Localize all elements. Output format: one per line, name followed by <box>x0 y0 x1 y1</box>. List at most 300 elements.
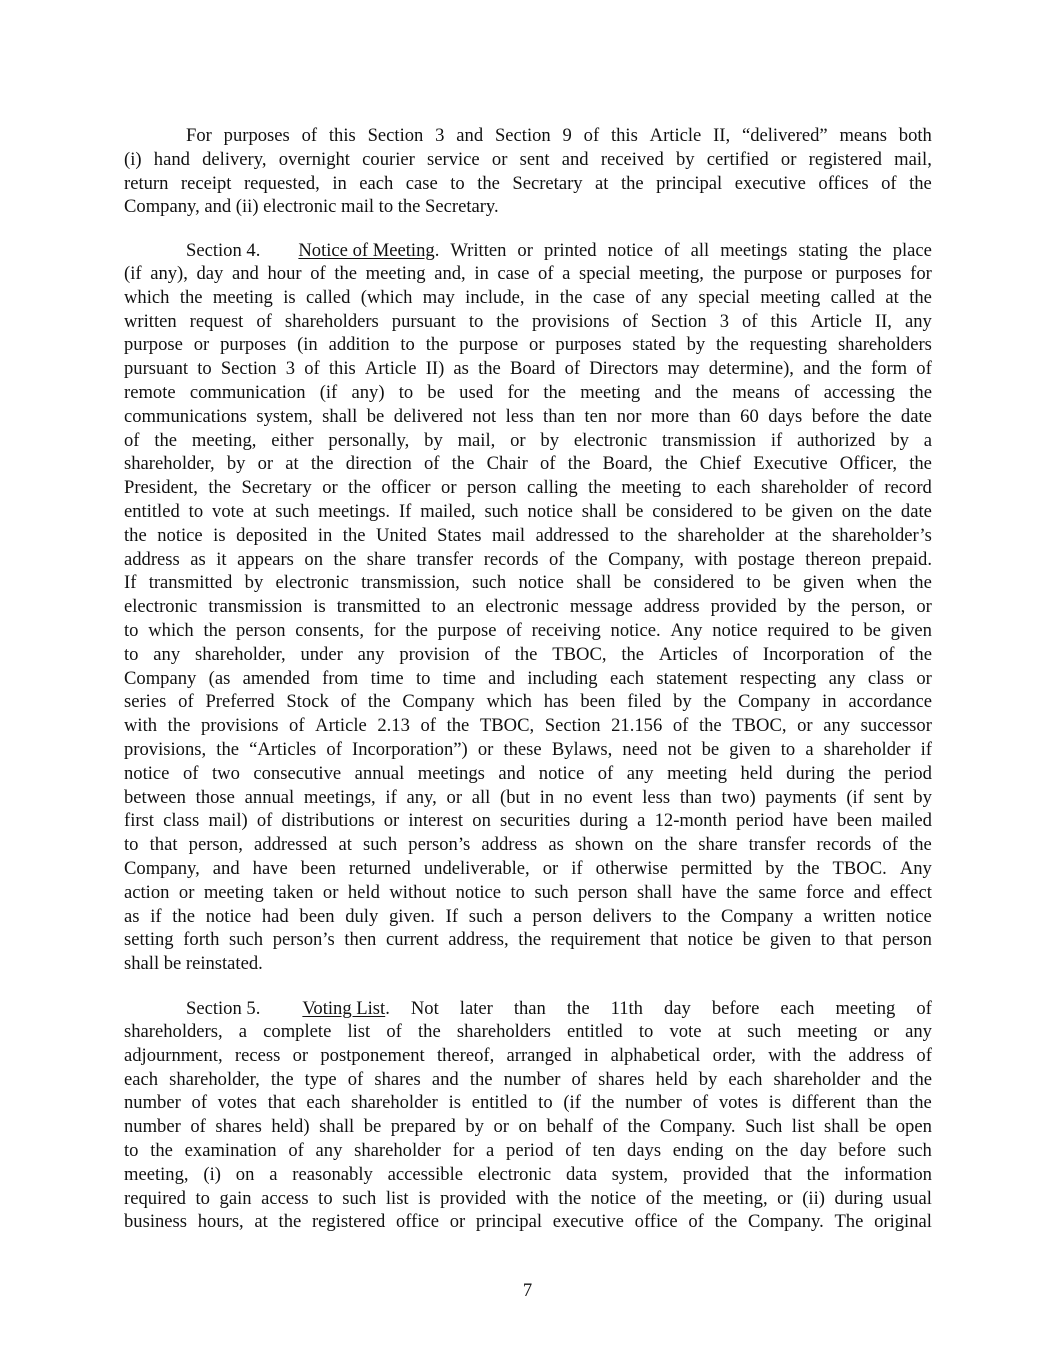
word: purpose <box>459 334 519 356</box>
word: such <box>472 572 507 594</box>
word: share <box>698 834 738 856</box>
word: of <box>540 453 556 475</box>
word: of <box>386 1021 402 1042</box>
word: the <box>348 477 371 499</box>
word: mail <box>492 524 526 546</box>
word: and <box>803 358 830 380</box>
text-line <box>124 833 932 857</box>
word: given <box>729 738 771 760</box>
word: deposited <box>236 524 308 546</box>
word: consecutive <box>253 762 342 784</box>
word: the <box>909 453 932 475</box>
word: any <box>905 1021 932 1042</box>
word: given <box>890 619 932 641</box>
word: shareholder <box>677 524 765 546</box>
word: with <box>768 1044 802 1066</box>
word: principal <box>475 1211 542 1233</box>
word: provisions <box>531 310 610 332</box>
word: than <box>543 405 576 427</box>
word: number <box>124 1092 181 1114</box>
word: the <box>798 524 822 546</box>
word: any, <box>406 786 437 808</box>
word: the <box>417 1021 441 1042</box>
word: a <box>805 738 814 760</box>
word: is <box>768 1092 782 1114</box>
word: than <box>679 786 712 808</box>
word: on <box>235 1163 255 1185</box>
word: delivered <box>393 405 463 427</box>
word: if <box>920 738 932 760</box>
word: this <box>328 125 356 146</box>
word: days <box>768 405 803 427</box>
word: be <box>427 381 445 403</box>
word: 2.13 <box>377 715 410 737</box>
word: the <box>518 929 542 951</box>
word: of <box>301 125 318 146</box>
text-line <box>124 357 932 381</box>
word: meeting, <box>191 429 257 451</box>
word: time <box>442 667 476 689</box>
word: of <box>916 1044 932 1066</box>
word: thereon <box>805 548 862 570</box>
word: the <box>869 500 893 522</box>
word: accordance <box>848 691 932 713</box>
word: of <box>858 477 874 499</box>
word: the <box>446 715 470 737</box>
word: used <box>459 381 494 403</box>
word: purpose <box>124 334 183 356</box>
word: from <box>322 667 359 689</box>
section-4-first-line-text <box>260 240 932 262</box>
word: the <box>591 1092 615 1114</box>
word: Section <box>494 125 551 146</box>
word: special <box>579 263 631 284</box>
word: at <box>717 1021 732 1042</box>
word: the <box>469 1068 493 1090</box>
word: to <box>619 524 634 546</box>
word: registered <box>311 1211 386 1233</box>
word: Preferred <box>205 691 275 713</box>
word: distributions <box>281 810 375 832</box>
text-line <box>124 524 932 548</box>
word: to <box>188 500 204 522</box>
word: day <box>663 998 691 1019</box>
word: purposes <box>220 334 287 356</box>
word: 21.156 <box>611 715 663 737</box>
text-line <box>124 452 932 476</box>
word: Company <box>402 691 475 713</box>
word: of <box>190 1116 206 1138</box>
word: the <box>310 453 334 475</box>
word: days <box>626 1139 662 1161</box>
word: at <box>885 286 899 308</box>
word: such <box>897 1139 932 1161</box>
word: II, <box>874 310 892 332</box>
word: include, <box>465 286 525 308</box>
text-line <box>124 643 932 667</box>
word: and <box>853 881 881 903</box>
word: offices <box>818 172 869 194</box>
word: votes <box>718 1092 759 1114</box>
word: principal <box>656 172 723 194</box>
word: be <box>363 1116 382 1138</box>
word: transmission <box>208 596 303 618</box>
text-line <box>124 881 932 905</box>
word: required <box>767 619 830 641</box>
word: notice <box>886 905 932 927</box>
word: Article <box>364 358 417 380</box>
word: otherwise <box>595 857 668 879</box>
word: entitled <box>124 500 180 522</box>
word: of <box>548 548 565 570</box>
word: held) <box>271 1116 310 1138</box>
text-line <box>124 1044 932 1068</box>
word: to <box>124 643 139 665</box>
word: open <box>895 1116 932 1138</box>
word: Company <box>738 691 811 713</box>
word: has <box>543 691 569 713</box>
word: Bylaws, <box>551 738 613 760</box>
word: prepared <box>390 1116 456 1138</box>
word: two) <box>721 786 756 808</box>
word: by <box>424 429 443 451</box>
word: and <box>654 381 682 403</box>
word: the <box>695 381 719 403</box>
word: this <box>610 125 638 146</box>
word: to <box>378 196 394 218</box>
word: the <box>909 1068 932 1090</box>
word: usual <box>892 1187 932 1209</box>
section-4-label: Section 4. <box>186 240 261 261</box>
word: United <box>376 524 427 546</box>
word: time <box>370 667 404 689</box>
word: annual <box>244 786 295 808</box>
word: shareholders <box>284 310 379 332</box>
word: person <box>577 881 628 903</box>
word: meeting, <box>639 263 704 284</box>
word: entitled <box>471 1092 528 1114</box>
word: records <box>483 548 539 570</box>
word: on <box>841 500 861 522</box>
word: Incorporation”) <box>352 738 468 760</box>
word: address <box>643 596 700 618</box>
word: of <box>420 715 436 737</box>
word: The <box>834 1211 864 1233</box>
word: taken <box>273 881 314 903</box>
word: or <box>542 857 559 879</box>
word: notice <box>687 929 734 951</box>
word: shareholder, <box>124 453 215 475</box>
word: complete <box>263 1021 332 1042</box>
word: information <box>844 1163 932 1185</box>
word: a <box>923 429 932 451</box>
word: the <box>216 738 239 760</box>
word: not <box>667 738 692 760</box>
word: of <box>645 1187 662 1209</box>
word: meeting <box>621 477 682 499</box>
word: special <box>698 286 750 308</box>
word: 3 <box>435 125 445 146</box>
word: Company <box>124 667 197 689</box>
word: provisions, <box>124 738 207 760</box>
word: address, <box>448 929 509 951</box>
word: delivery, <box>202 148 267 170</box>
word: provided <box>682 1163 750 1185</box>
word: that <box>267 1092 296 1114</box>
word: meeting <box>797 1021 858 1042</box>
word: be <box>863 619 881 641</box>
word: the <box>765 1139 789 1161</box>
word: annual <box>354 762 405 784</box>
word: the <box>574 548 598 570</box>
word: both <box>898 125 932 146</box>
word: or <box>292 1044 309 1066</box>
word: of <box>178 691 194 713</box>
word: written <box>822 905 876 927</box>
word: the <box>909 643 932 665</box>
text-line <box>124 952 932 976</box>
word: or <box>322 881 339 903</box>
word: recess <box>234 1044 281 1066</box>
word: all <box>471 786 491 808</box>
word: a <box>562 263 571 284</box>
word: or <box>257 453 274 475</box>
word: or <box>493 1116 509 1138</box>
word: list <box>791 1116 815 1138</box>
word: any <box>626 762 654 784</box>
word: If <box>398 500 412 522</box>
text-line <box>124 714 932 738</box>
word: the <box>451 453 475 475</box>
word: given <box>802 572 845 594</box>
word: the <box>909 834 932 856</box>
word: to <box>538 1092 553 1114</box>
word: shall <box>322 405 358 427</box>
word: or <box>510 429 526 451</box>
word: such <box>275 500 310 522</box>
word: undeliverable, <box>423 857 530 879</box>
word: on <box>634 834 654 856</box>
word: the <box>478 358 501 380</box>
word: case <box>497 263 530 284</box>
word: receipt <box>180 172 232 194</box>
word: record <box>884 477 932 499</box>
word: notice <box>157 524 203 546</box>
word: at <box>595 172 609 194</box>
word: as <box>548 834 564 856</box>
word: of <box>583 125 600 146</box>
word: purposes <box>223 125 290 146</box>
word: States <box>437 524 482 546</box>
word: or <box>873 1021 889 1042</box>
word: that <box>844 929 873 951</box>
word: TBOC, <box>479 715 535 737</box>
word: of <box>288 1139 304 1161</box>
word: the <box>909 172 932 194</box>
text-line <box>124 172 932 196</box>
word: considered <box>653 572 735 594</box>
word: (i) <box>124 148 142 170</box>
word: Section <box>220 358 277 380</box>
word: or <box>477 738 494 760</box>
word: notice <box>527 500 573 522</box>
word: interest <box>408 810 464 832</box>
text-line <box>124 1139 932 1163</box>
text-line <box>124 928 932 952</box>
word: of <box>916 358 932 380</box>
word: returned <box>348 857 411 879</box>
word: date <box>900 405 932 427</box>
word: order, <box>712 1044 756 1066</box>
word: the <box>726 881 749 903</box>
section-4-first-line <box>124 240 932 262</box>
word: or <box>193 334 210 356</box>
text-line <box>124 762 932 786</box>
word: or <box>777 1187 793 1209</box>
word: same <box>758 881 797 903</box>
section-5-first-line-rest <box>385 998 932 1020</box>
word: (ii) <box>802 1187 825 1209</box>
word: executive <box>552 1211 624 1233</box>
word: of <box>794 381 810 403</box>
word: the <box>909 572 932 594</box>
word: than <box>866 1092 899 1114</box>
word: address <box>848 1044 905 1066</box>
text-line <box>124 381 932 405</box>
word: Company, <box>608 548 684 570</box>
word: as <box>453 358 469 380</box>
word: “Articles <box>249 738 317 760</box>
word: Company, <box>124 196 200 218</box>
word: of <box>664 240 680 261</box>
word: of <box>672 715 689 737</box>
word: on <box>304 548 323 570</box>
word: a <box>486 1139 495 1161</box>
word: force <box>806 881 845 903</box>
paragraph-section-5 <box>124 998 932 1234</box>
word: any), <box>150 263 188 284</box>
word: that <box>149 834 178 856</box>
word: sent <box>873 786 904 808</box>
word: notice <box>124 762 170 784</box>
word: the <box>566 998 590 1019</box>
word: or <box>446 786 463 808</box>
word: provisions <box>200 715 279 737</box>
word: the <box>909 381 932 403</box>
section-4-body <box>124 262 932 976</box>
word: shareholder <box>354 1139 441 1161</box>
word: have <box>681 881 717 903</box>
word: addressed <box>535 524 609 546</box>
word: vote <box>669 1021 702 1042</box>
word: of <box>182 762 199 784</box>
word: any <box>357 643 385 665</box>
word: 3 <box>719 310 729 332</box>
word: been <box>300 857 336 879</box>
word: Stock <box>286 691 329 713</box>
word: notice <box>205 905 252 927</box>
word: the <box>558 1187 582 1209</box>
word: more <box>650 405 690 427</box>
word: to <box>398 381 414 403</box>
word: For <box>186 125 212 146</box>
word: or <box>441 477 457 499</box>
word: meetings <box>417 762 485 784</box>
word: person <box>235 619 286 641</box>
word: sent <box>519 148 550 170</box>
word: those <box>195 786 235 808</box>
word: shareholder <box>823 738 911 760</box>
text-line <box>124 667 932 691</box>
word: examination <box>184 1139 277 1161</box>
word: (as <box>208 667 231 689</box>
word: prepaid. <box>871 548 932 570</box>
word: be <box>623 572 642 594</box>
word: the <box>124 524 147 546</box>
word: in <box>583 1044 599 1066</box>
word: of <box>304 358 320 380</box>
word: share <box>366 548 406 570</box>
word: the <box>627 1116 651 1138</box>
word: to <box>197 358 212 380</box>
word: or <box>178 881 195 903</box>
word: to <box>195 1187 210 1209</box>
word: number <box>625 1092 682 1114</box>
word: in <box>474 263 489 284</box>
word: pursuant <box>124 358 189 380</box>
word: such <box>468 905 503 927</box>
word: notice <box>538 762 585 784</box>
word: and <box>561 148 589 170</box>
word: on <box>518 1116 538 1138</box>
word: to <box>662 905 677 927</box>
word: filed <box>627 691 662 713</box>
word: during <box>579 810 628 832</box>
paragraph-section-4 <box>124 240 932 976</box>
word: as <box>124 905 140 927</box>
word: to <box>780 738 796 760</box>
word: addressed <box>254 834 328 856</box>
word: setting <box>124 929 174 951</box>
word: meeting <box>212 286 273 308</box>
word: be <box>742 929 761 951</box>
word: including <box>527 667 598 689</box>
word: the <box>425 334 449 356</box>
word: if <box>770 429 783 451</box>
word: if <box>571 857 583 879</box>
word: of <box>881 172 897 194</box>
word: shareholder, <box>194 643 286 665</box>
word: meeting, <box>703 1187 768 1209</box>
word: event <box>592 786 633 808</box>
word: behalf <box>546 1116 594 1138</box>
word: which <box>148 619 194 641</box>
word: statement <box>656 667 728 689</box>
word: and <box>204 196 232 218</box>
word: of <box>692 1092 709 1114</box>
word: to <box>124 619 139 641</box>
word: (if <box>563 1092 581 1114</box>
word: may <box>422 286 455 308</box>
word: during <box>834 1187 884 1209</box>
word: to <box>820 929 836 951</box>
word: person’s <box>408 834 471 856</box>
word: be <box>366 405 385 427</box>
word: or <box>916 596 932 618</box>
word: at <box>285 453 299 475</box>
word: the <box>712 263 736 284</box>
word: written <box>124 310 177 332</box>
